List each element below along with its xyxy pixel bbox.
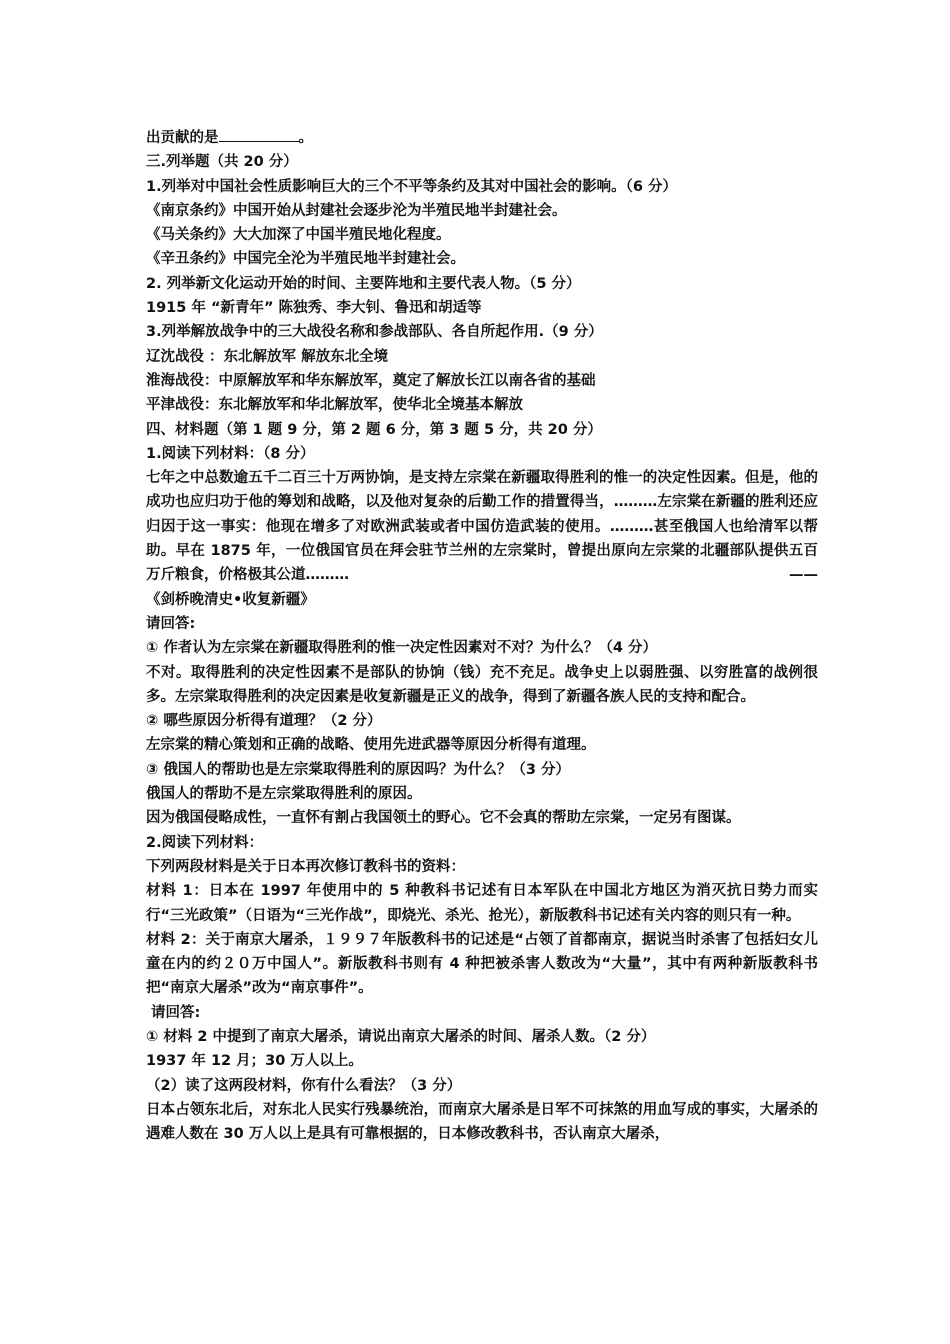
material-paragraph: 材料 1：日本在 1997 年使用中的 5 种教科书记述有日本军队在中国北方地区为消灭抗日势力而实行“三光政策”（日语为“三光作战”，即烧光、杀光、抢光），新版教科书记述有关内容的则只有一种。 [146,883,818,924]
prompt-label: 请回答: [146,1004,201,1021]
material-paragraph: 材料 2：关于南京大屠杀，１９９７年版教科书的记述是“占领了首都南京，据说当时杀害了包括妇女儿童在内的约２０万中国人”。新版教科书则有 4 种把被杀害人数改为“大量”，其中有两种新版教科书把“南京大屠杀”改为“南京事件”。 [146,931,818,997]
question: 2. 列举新文化运动开始的时间、主要阵地和主要代表人物。（5 分） [146,275,581,292]
question: ① 材料 2 中提到了南京大屠杀，请说出南京大屠杀的时间、屠杀人数。（2 分） [146,1028,656,1045]
question: （2）读了这两段材料，你有什么看法？（3 分） [146,1077,462,1094]
material-text [146,466,818,587]
answer-line: 辽沈战役 ：东北解放军 解放东北全境 [146,348,389,365]
section-heading: 四、材料题（第 1 题 9 分，第 2 题 6 分，第 3 题 5 分，共 20 分） [146,421,602,438]
answer-paragraph: 日本占领东北后，对东北人民实行残暴统治，而南京大屠杀是日军不可抹煞的用血写成的事实，大屠杀的遇难人数在 30 万人以上是具有可靠根据的，日本修改教科书，否认南京大屠杀， [146,1101,818,1143]
prompt-label: 请回答: [146,615,196,632]
question: ① 作者认为左宗棠在新疆取得胜利的惟一决定性因素对不对？为什么？（4 分） [146,640,657,657]
answer-line: 平津战役：东北解放军和华北解放军，使华北全境基本解放 [146,397,523,414]
question: 3.列举解放战争中的三大战役名称和参战部队、各自所起作用.（9 分） [146,324,603,341]
text-fragment: 。 [298,130,313,146]
material-title: 1.阅读下列材料：（8 分） [146,445,315,462]
answer-line: 1915 年 “新青年” 陈独秀、李大钊、鲁迅和胡适等 [146,300,482,317]
material-body: 七年之中总数逾五千二百三十万两协饷，是支持左宗棠在新疆取得胜利的惟一的决定性因素。但是，他的成功也应归功于他的筹划和战略，以及他对复杂的后勤工作的措置得当，………左宗棠在新疆的胜利还应归因于这一事实：他现在增多了对欧洲武装或者中国仿造武装的使用。………甚至俄国人也给清军以帮助。早在 1875 年，一位俄国官员在拜会驻节兰州的左宗棠时，曾提出原向左宗棠的北疆部队提供五百万斤粮食，价格极其公道……… [146,470,818,584]
answer-line: 《辛丑条约》中国完全沦为半殖民地半封建社会。 [146,251,465,268]
question: ③ 俄国人的帮助也是左宗棠取得胜利的原因吗？为什么？（3 分） [146,761,570,778]
text-fragment: 出贡献的是 [146,130,219,146]
material-source: 《剑桥晚清史•收复新疆》 [146,591,315,608]
answer-line: 淮海战役：中原解放军和华东解放军，奠定了解放长江以南各省的基础 [146,372,596,389]
answer-line: 《马关条约》大大加深了中国半殖民地化程度。 [146,227,451,244]
section-heading: 三.列举题（共 20 分） [146,154,298,171]
answer-line: 1937 年 12 月；30 万人以上。 [146,1053,363,1070]
answer-line: 因为俄国侵略成性，一直怀有割占我国领土的野心。它不会真的帮助左宗棠，一定另有图谋。 [146,810,741,827]
material-intro: 下列两段材料是关于日本再次修订教科书的资料： [146,858,465,875]
answer-line: 《南京条约》中国开始从封建社会逐步沦为半殖民地半封建社会。 [146,202,567,219]
text-line [146,126,818,150]
question: 1.列举对中国社会性质影响巨大的三个不平等条约及其对中国社会的影响。（6 分） [146,178,677,195]
answer-line: 俄国人的帮助不是左宗棠取得胜利的原因。 [146,786,422,803]
answer-blank [219,127,299,142]
answer-paragraph: 不对。取得胜利的决定性因素不是部队的协饷（钱）充不充足。战争史上以弱胜强、以穷胜富的战例很多。左宗棠取得胜利的决定因素是收复新疆是正义的战争，得到了新疆各族人民的支持和配合。 [146,664,818,705]
document-page [146,126,818,1146]
source-dash: —— [789,567,818,584]
question: ② 哪些原因分析得有道理？（2 分） [146,713,382,730]
answer-line: 左宗棠的精心策划和正确的战略、使用先进武器等原因分析得有道理。 [146,737,596,754]
material-title: 2.阅读下列材料： [146,834,264,851]
